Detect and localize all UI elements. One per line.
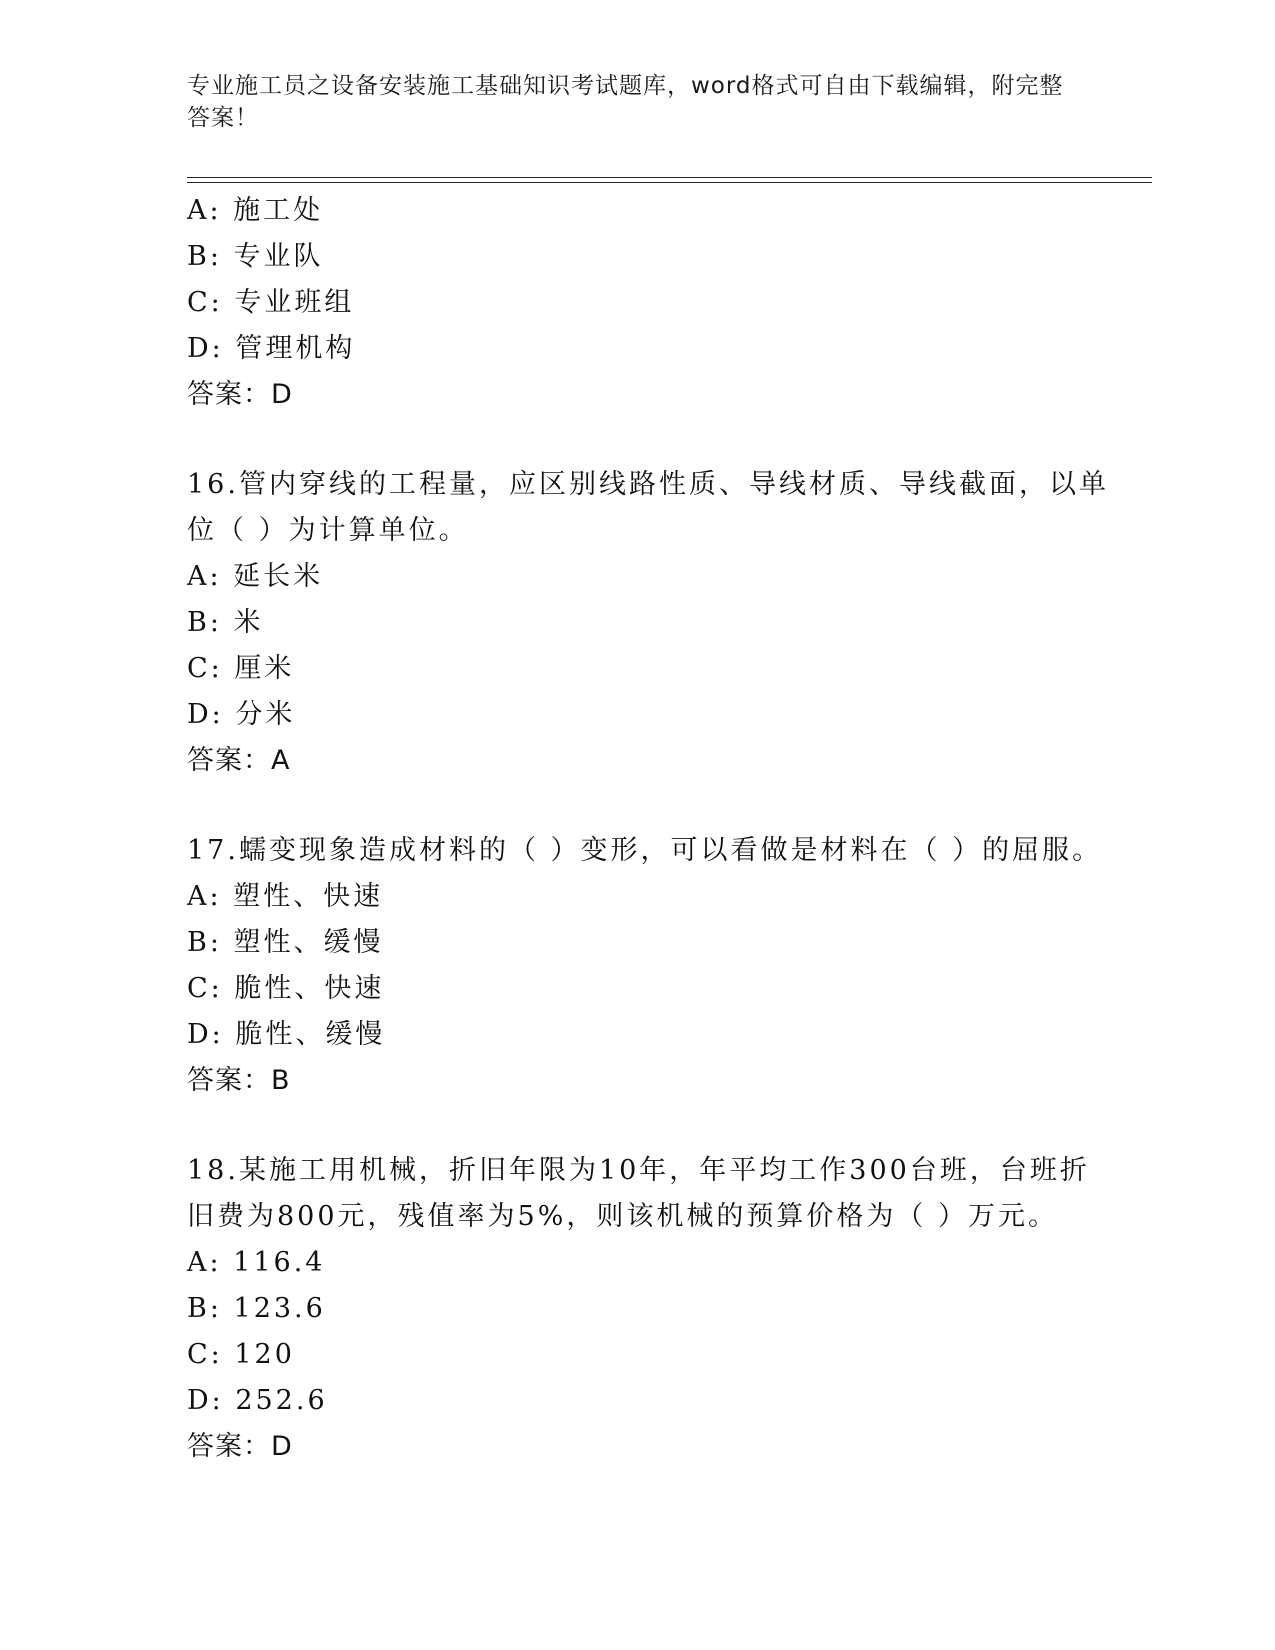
option-b: B: 米 <box>187 607 264 638</box>
option-d: D: 252.6 <box>187 1385 328 1416</box>
answer: 答案：D <box>187 1431 293 1462</box>
option-c: C: 厘米 <box>187 653 295 684</box>
option-d: D: 分米 <box>187 699 296 730</box>
option-d: D: 脆性、缓慢 <box>187 1019 386 1050</box>
document-title: 专业施工员之设备安装施工基础知识考试题库，word格式可自由下载编辑，附完整答案！ <box>187 73 1064 131</box>
question-18 <box>187 1148 1090 1470</box>
header-divider-bottom <box>187 182 1152 183</box>
document-header <box>187 70 1067 134</box>
question-15 <box>187 188 1087 418</box>
answer: 答案：A <box>187 745 291 776</box>
option-b: B: 塑性、缓慢 <box>187 927 384 958</box>
option-c: C: 脆性、快速 <box>187 973 385 1004</box>
question-text-line-2: 位（ ）为计算单位。 <box>187 515 469 546</box>
option-b: B: 123.6 <box>187 1293 326 1324</box>
question-text-line-1: 18.某施工用机械，折旧年限为10年，年平均工作300台班，台班折 <box>187 1155 1090 1186</box>
question-text-line-1: 16.管内穿线的工程量，应区别线路性质、导线材质、导线截面，以单 <box>187 469 1109 500</box>
option-b: B: 专业队 <box>187 241 324 272</box>
option-d: D: 管理机构 <box>187 333 356 364</box>
answer: 答案：B <box>187 1065 291 1096</box>
question-17 <box>187 828 1103 1104</box>
header-divider-top <box>187 177 1152 178</box>
answer: 答案：D <box>187 379 293 410</box>
option-a: A: 施工处 <box>187 195 324 226</box>
question-text-line-1: 17.蠕变现象造成材料的（ ）变形，可以看做是材料在（ ）的屈服。 <box>187 835 1103 866</box>
question-16 <box>187 462 1109 784</box>
option-c: C: 专业班组 <box>187 287 355 318</box>
question-text-line-2: 旧费为800元，残值率为5%，则该机械的预算价格为（ ）万元。 <box>187 1201 1058 1232</box>
spacer <box>187 418 1087 462</box>
option-a: A: 116.4 <box>187 1247 326 1278</box>
spacer <box>187 784 1087 828</box>
option-a: A: 塑性、快速 <box>187 881 384 912</box>
option-c: C: 120 <box>187 1339 295 1370</box>
question-list <box>187 188 1109 1470</box>
spacer <box>187 1104 1087 1148</box>
option-a: A: 延长米 <box>187 561 324 592</box>
